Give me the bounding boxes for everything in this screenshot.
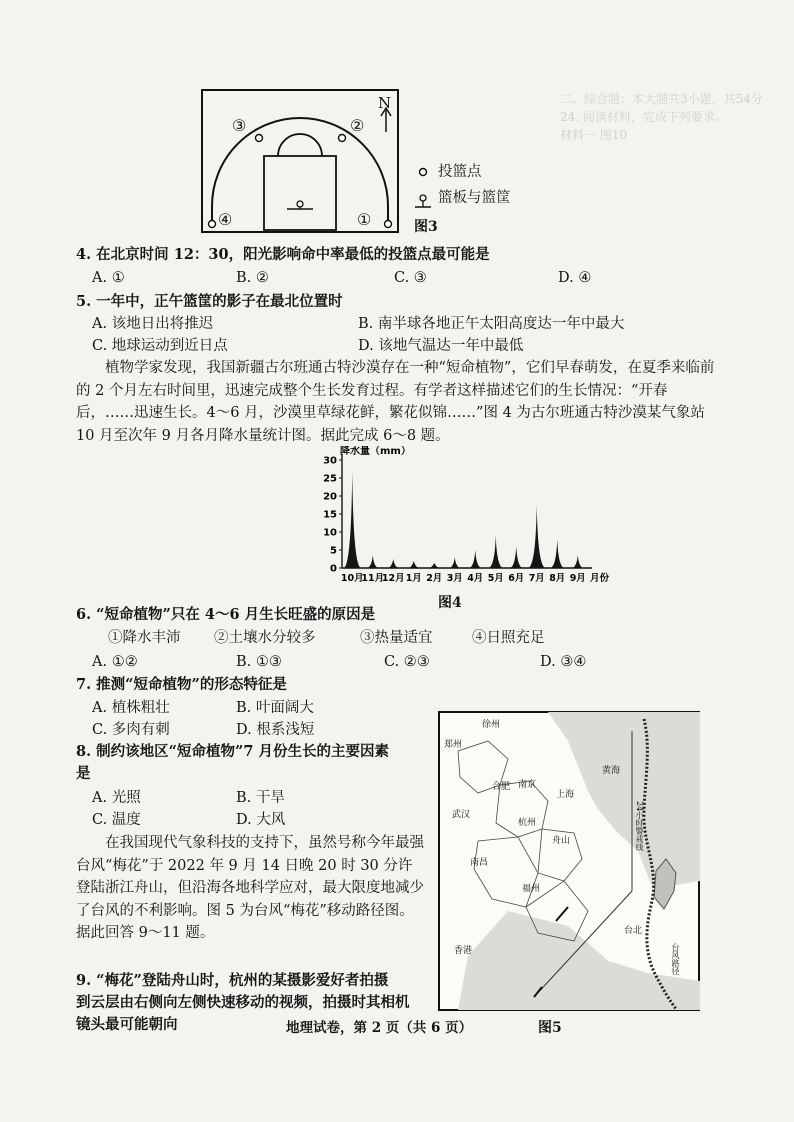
y-axis-label: 降水量（mm） [340, 446, 411, 457]
q4-option-a: A. ① [92, 270, 125, 286]
x-tick-label: 10月 [340, 573, 364, 584]
city-nanjing: 南京 [518, 780, 537, 790]
q5-option-d: D. 该地气温达一年中最低 [358, 338, 524, 354]
x-tick-label: 6月 [508, 573, 525, 584]
x-tick-label: 4月 [467, 573, 484, 584]
point-3-label: ③ [232, 116, 247, 135]
precipitation-chart [310, 446, 610, 591]
city-zhoushan: 舟山 [552, 836, 571, 846]
q6-choice-2: ②土壤水分较多 [214, 630, 316, 646]
legend-point-icon [420, 169, 427, 176]
q7-option-b: B. 叶面阔大 [236, 700, 314, 716]
ghost-header-1: 二、综合题：本大题共3小题，共54分 [560, 92, 763, 106]
question-5-stem: 5. 一年中，正午篮筐的影子在最北位置时 [76, 293, 343, 310]
city-shanghai: 上海 [556, 790, 575, 800]
ghost-header-2: 24. 阅读材料，完成下列要求。 [560, 110, 727, 124]
precip-spike-8 [489, 536, 503, 568]
precip-spike-9 [510, 546, 522, 568]
y-tick-label: 15 [323, 509, 337, 521]
city-zhengzhou: 郑州 [444, 740, 463, 750]
basketball-court-diagram [200, 88, 610, 238]
q7-option-c: C. 多肉有刺 [92, 722, 170, 738]
city-wuhan: 武汉 [452, 810, 471, 820]
y-tick-label: 0 [330, 563, 337, 575]
point-4-label: ④ [218, 210, 233, 229]
q6-option-c: C. ②③ [384, 654, 430, 670]
ghost-header-3: 材料一 图10 [560, 128, 628, 142]
q6-choice-3: ③热量适宜 [360, 630, 433, 646]
legend-hoop-label: 篮板与篮筐 [438, 190, 511, 206]
x-tick-label: 3月 [446, 573, 463, 584]
legend-hoop-icon [420, 195, 426, 201]
precip-spike-3 [388, 559, 398, 568]
precip-spike-1 [344, 471, 361, 568]
x-tick-label: 9月 [569, 573, 586, 584]
x-tick-label: 1月 [405, 573, 422, 584]
question-4-stem: 4. 在北京时间 12：30，阳光影响命中率最低的投篮点最可能是 [76, 246, 490, 263]
q4-option-b: B. ② [236, 270, 269, 286]
x-tick-label: 5月 [487, 573, 504, 584]
page-footer: 地理试卷，第 2 页（共 6 页） [286, 1020, 473, 1036]
question-8-stem-line1: 8. 制约该地区“短命植物”7 月份生长的主要因素 [76, 743, 390, 760]
track-label: 台风路径 [671, 943, 680, 975]
city-hongkong: 香港 [454, 946, 473, 956]
precip-spike-7 [470, 550, 482, 568]
q8-option-a: A. 光照 [92, 790, 141, 806]
figure-5-map [438, 711, 700, 1011]
y-tick-label: 30 [323, 455, 337, 467]
y-tick-label: 5 [330, 545, 337, 557]
question-7-stem: 7. 推测“短命植物”的形态特征是 [76, 676, 287, 693]
y-tick-label: 25 [323, 473, 337, 485]
q4-option-c: C. ③ [394, 270, 427, 286]
precip-spike-6 [450, 557, 460, 568]
x-tick-label: 2月 [426, 573, 443, 584]
q5-option-a: A. 该地日出将推迟 [92, 316, 214, 332]
figure-3 [200, 88, 610, 238]
x-tick-label: 12月 [381, 573, 405, 584]
city-nanchang: 南昌 [470, 858, 489, 868]
shot-point-4 [209, 221, 216, 228]
question-9-line2: 到云层由右侧向左侧快速移动的视频，拍摄时其相机 [76, 994, 410, 1011]
q8-option-c: C. 温度 [92, 812, 141, 828]
north-label: N [378, 94, 392, 112]
legend-point-label: 投篮点 [438, 164, 482, 180]
shot-point-1 [385, 221, 392, 228]
q4-option-d: D. ④ [558, 270, 592, 286]
y-tick-label: 20 [323, 491, 337, 503]
passage-short-lived-plants: 植物学家发现，我国新疆古尔班通古特沙漠存在一种“短命植物”，它们早春萌发，在夏季来临前的 2 个月左右时间里，迅速完成整个生长发育过程。有学者这样描述它们的生长情况：“开春后，……迅速生长。4～6 月，沙漠里草绿花鲜，繁花似锦……”图 4 为古尔班通古特沙漠某气象站 10 月至次年 9 月各月降水量统计图。据此完成 6～8 题。 [76, 360, 715, 444]
point-1-label: ① [357, 210, 372, 229]
q6-choice-4: ④日照充足 [472, 630, 545, 646]
x-tick-label: 11月 [361, 573, 385, 584]
passage-typhoon: 在我国现代气象科技的支持下，虽然号称今年最强台风“梅花”于 2022 年 9 月 14 日晚 20 时 30 分许登陆浙江舟山，但沿海各地科学应对，最大限度地减少了台风的不利影响。图 5 为台风“梅花”移动路径图。据此回答 9～11 题。 [76, 835, 424, 941]
q6-option-a: A. ①② [92, 654, 138, 670]
figure-4-caption: 图4 [438, 595, 462, 611]
city-taipei: 台北 [624, 926, 643, 936]
x-tick-label: 8月 [549, 573, 566, 584]
q7-option-a: A. 植株粗壮 [92, 700, 170, 716]
precip-spike-2 [368, 555, 378, 568]
q5-option-c: C. 地球运动到近日点 [92, 338, 228, 354]
q8-option-d: D. 大风 [236, 812, 286, 828]
q6-option-b: B. ①③ [236, 654, 282, 670]
x-tick-label: 7月 [528, 573, 545, 584]
precip-spike-5 [430, 563, 439, 568]
sea-yellow-sea: 黄海 [602, 766, 621, 776]
q6-option-d: D. ③④ [540, 654, 587, 670]
q8-option-b: B. 干旱 [236, 790, 285, 806]
q6-choice-1: ①降水丰沛 [108, 630, 181, 646]
figure-3-caption: 图3 [414, 219, 438, 235]
figure-5-caption: 图5 [538, 1020, 562, 1036]
q7-option-d: D. 根系浅短 [236, 722, 315, 738]
q5-option-b: B. 南半球各地正午太阳高度达一年中最大 [358, 316, 625, 332]
question-9-line1: 9. “梅花”登陆舟山时，杭州的某摄影爱好者拍摄 [76, 972, 389, 989]
city-hangzhou: 杭州 [518, 818, 537, 828]
shot-point-3 [256, 135, 263, 142]
question-8-stem-line2: 是 [76, 765, 91, 782]
precip-spike-11 [550, 539, 564, 568]
city-fuzhou: 福州 [522, 884, 541, 894]
x-axis-label: 月份 [590, 573, 610, 584]
figure-4 [310, 446, 610, 616]
city-xuzhou: 徐州 [482, 720, 501, 730]
question-9-line3: 镜头最可能朝向 [76, 1016, 178, 1033]
y-tick-label: 10 [323, 527, 337, 539]
city-hefei: 合肥 [492, 782, 511, 792]
shot-point-2 [339, 135, 346, 142]
precip-spike-4 [409, 561, 418, 568]
precip-spike-10 [528, 505, 545, 568]
point-2-label: ② [350, 116, 365, 135]
warning-line-label: 24小时警戒线 [635, 801, 644, 852]
question-6-stem: 6. “短命植物”只在 4～6 月生长旺盛的原因是 [76, 606, 376, 623]
precip-spike-12 [573, 555, 583, 568]
